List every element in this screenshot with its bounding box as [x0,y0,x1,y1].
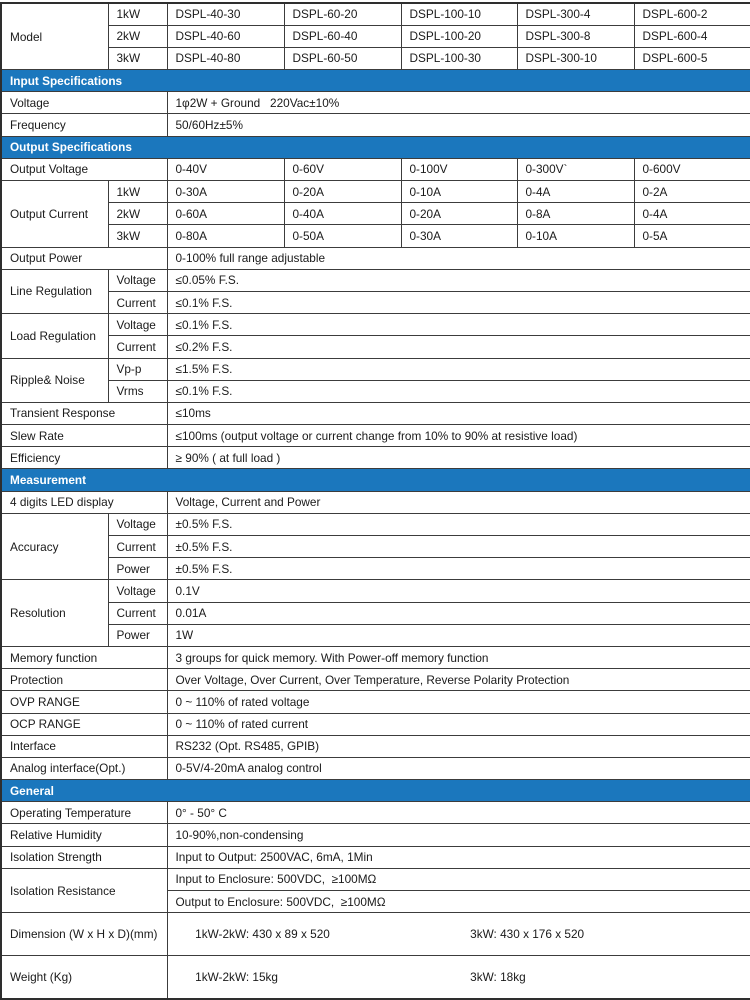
spec-value: 0 ~ 110% of rated current [167,713,750,735]
spec-label: Load Regulation [1,314,108,358]
section-header-output [1,136,750,158]
model-row-2kw [1,25,750,47]
spec-row-dimension [1,913,750,956]
spec-sub-label: Current [108,602,167,624]
spec-value: 0-600V [634,158,750,180]
spec-value: Over Voltage, Over Current, Over Temperature, Reverse Polarity Protection [167,669,750,691]
spec-value: 0-30A [167,181,284,203]
spec-label: Protection [1,669,167,691]
spec-value: 0-80A [167,225,284,247]
spec-row-protection [1,669,750,691]
spec-value: 0-60V [284,158,401,180]
model-cell: DSPL-100-10 [401,3,517,25]
section-header-input [1,70,750,92]
model-cell: DSPL-40-60 [167,25,284,47]
resolution-row-current [1,602,750,624]
model-cell: DSPL-600-2 [634,3,750,25]
line-regulation-row-voltage [1,269,750,291]
spec-value: 0-2A [634,181,750,203]
spec-value: 0-20A [284,181,401,203]
spec-value: ±0.5% F.S. [167,558,750,580]
spec-label: Output Current [1,181,108,248]
model-cell: DSPL-100-30 [401,47,517,69]
spec-value: ≥ 90% ( at full load ) [167,447,750,469]
spec-value: 50/60Hz±5% [167,114,750,136]
output-current-row-2kw [1,203,750,225]
spec-value: Voltage, Current and Power [167,491,750,513]
section-header-measurement [1,469,750,491]
spec-value: ≤0.2% F.S. [167,336,750,358]
spec-value: 0-8A [517,203,634,225]
spec-row-output-voltage [1,158,750,180]
spec-value: 0-40V [167,158,284,180]
spec-value [167,913,750,956]
model-cell: DSPL-100-20 [401,25,517,47]
spec-value: 0-50A [284,225,401,247]
spec-row-weight [1,956,750,1000]
weight-1kw-2kw: 1kW-2kW: 15kg [195,970,278,985]
spec-sub-label: Voltage [108,513,167,535]
ripple-noise-row-vpp [1,358,750,380]
spec-label: OVP RANGE [1,691,167,713]
spec-row-analog-interface [1,757,750,779]
spec-row-isolation-strength [1,846,750,868]
spec-value: ≤0.05% F.S. [167,269,750,291]
spec-value: ≤0.1% F.S. [167,291,750,313]
load-regulation-row-current [1,336,750,358]
spec-sub-label: Vp-p [108,358,167,380]
spec-sub-label: Power [108,624,167,646]
weight-3kw: 3kW: 18kg [470,970,526,985]
model-cell: DSPL-600-4 [634,25,750,47]
spec-value: ±0.5% F.S. [167,536,750,558]
spec-label: Relative Humidity [1,824,167,846]
spec-sub-label: Voltage [108,314,167,336]
accuracy-row-current [1,536,750,558]
model-cell: DSPL-600-5 [634,47,750,69]
accuracy-row-voltage [1,513,750,535]
spec-value: 0.01A [167,602,750,624]
model-cell: DSPL-60-50 [284,47,401,69]
spec-row-memory [1,646,750,668]
spec-label: Interface [1,735,167,757]
spec-label: Slew Rate [1,425,167,447]
spec-value: 0° - 50° C [167,802,750,824]
spec-label: Isolation Strength [1,846,167,868]
spec-label: Dimension (W x H x D)(mm) [1,913,167,956]
spec-value: 1φ2W + Ground 220Vac±10% [167,92,750,114]
spec-label: Weight (Kg) [1,956,167,1000]
spec-value: 0-30A [401,225,517,247]
spec-value: 0-100V [401,158,517,180]
section-title: Measurement [1,469,750,491]
spec-row-output-power [1,247,750,269]
ripple-noise-row-vrms [1,380,750,402]
dimension-1kw-2kw: 1kW-2kW: 430 x 89 x 520 [195,927,330,942]
power-tier-label: 3kW [108,225,167,247]
spec-row-input-frequency [1,114,750,136]
spec-value: 0-4A [634,203,750,225]
spec-label: Resolution [1,580,108,647]
spec-value: 0-20A [401,203,517,225]
spec-row-input-voltage [1,92,750,114]
load-regulation-row-voltage [1,314,750,336]
spec-label: Line Regulation [1,269,108,313]
spec-label: Analog interface(Opt.) [1,757,167,779]
model-cell: DSPL-60-20 [284,3,401,25]
spec-value: 0-5A [634,225,750,247]
spec-value: 0-5V/4-20mA analog control [167,757,750,779]
spec-value: 0-40A [284,203,401,225]
spec-label: Voltage [1,92,167,114]
spec-sub-label: Current [108,291,167,313]
section-header-general [1,780,750,802]
spec-value: Input to Enclosure: 500VDC, ≥100MΩ [167,868,750,890]
spec-value: 3 groups for quick memory. With Power-off memory function [167,646,750,668]
power-tier-label: 2kW [108,25,167,47]
spec-sub-label: Current [108,536,167,558]
spec-sub-label: Power [108,558,167,580]
spec-row-transient-response [1,402,750,424]
output-current-row-3kw [1,225,750,247]
spec-sub-label: Voltage [108,580,167,602]
spec-label: Output Power [1,247,167,269]
spec-value: 1W [167,624,750,646]
spec-row-ovp [1,691,750,713]
spec-label: Operating Temperature [1,802,167,824]
spec-row-interface [1,735,750,757]
spec-label: Isolation Resistance [1,868,167,912]
accuracy-row-power [1,558,750,580]
spec-label: Efficiency [1,447,167,469]
spec-value: 0 ~ 110% of rated voltage [167,691,750,713]
section-title: Input Specifications [1,70,750,92]
spec-value: ≤0.1% F.S. [167,314,750,336]
spec-value: 0-10A [517,225,634,247]
power-tier-label: 3kW [108,47,167,69]
spec-value: 0-10A [401,181,517,203]
spec-label: Accuracy [1,513,108,580]
section-title: Output Specifications [1,136,750,158]
spec-label: Memory function [1,646,167,668]
model-cell: DSPL-60-40 [284,25,401,47]
model-cell: DSPL-300-4 [517,3,634,25]
spec-value: ≤0.1% F.S. [167,380,750,402]
model-row-3kw [1,47,750,69]
power-tier-label: 1kW [108,181,167,203]
model-cell: DSPL-40-80 [167,47,284,69]
spec-value [167,956,750,1000]
spec-value: 10-90%,non-condensing [167,824,750,846]
spec-value: 0.1V [167,580,750,602]
output-current-row-1kw [1,181,750,203]
spec-value: 0-4A [517,181,634,203]
spec-row-ocp [1,713,750,735]
spec-value: ≤1.5% F.S. [167,358,750,380]
spec-sub-label: Voltage [108,269,167,291]
power-tier-label: 1kW [108,3,167,25]
spec-value: 0-60A [167,203,284,225]
spec-value: 0-300V` [517,158,634,180]
model-cell: DSPL-300-10 [517,47,634,69]
line-regulation-row-current [1,291,750,313]
spec-label: Frequency [1,114,167,136]
spec-row-efficiency [1,447,750,469]
model-label: Model [1,3,108,70]
spec-value: 0-100% full range adjustable [167,247,750,269]
spec-row-led-display [1,491,750,513]
spec-row-slew-rate [1,425,750,447]
resolution-row-power [1,624,750,646]
spec-value: Input to Output: 2500VAC, 6mA, 1Min [167,846,750,868]
spec-value: Output to Enclosure: 500VDC, ≥100MΩ [167,891,750,913]
power-tier-label: 2kW [108,203,167,225]
section-title: General [1,780,750,802]
spec-value: RS232 (Opt. RS485, GPIB) [167,735,750,757]
spec-table [0,2,750,1000]
model-cell: DSPL-40-30 [167,3,284,25]
spec-label: Output Voltage [1,158,167,180]
spec-value: ≤100ms (output voltage or current change from 10% to 90% at resistive load) [167,425,750,447]
spec-value: ≤10ms [167,402,750,424]
dimension-3kw: 3kW: 430 x 176 x 520 [470,927,585,942]
spec-row-operating-temperature [1,802,750,824]
spec-label: Transient Response [1,402,167,424]
resolution-row-voltage [1,580,750,602]
model-row-1kw [1,3,750,25]
isolation-resistance-row-input [1,868,750,890]
spec-label: OCP RANGE [1,713,167,735]
model-cell: DSPL-300-8 [517,25,634,47]
spec-row-relative-humidity [1,824,750,846]
spec-value: ±0.5% F.S. [167,513,750,535]
spec-label: Ripple& Noise [1,358,108,402]
spec-sub-label: Vrms [108,380,167,402]
spec-sub-label: Current [108,336,167,358]
spec-label: 4 digits LED display [1,491,167,513]
